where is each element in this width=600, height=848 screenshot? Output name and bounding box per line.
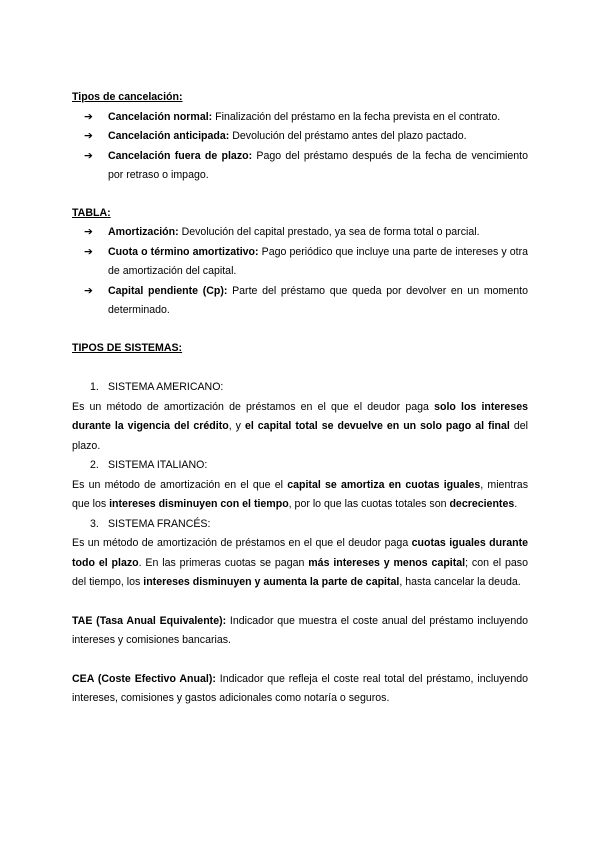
term: Cancelación normal: bbox=[108, 110, 213, 123]
sistema-italiano-text bbox=[72, 476, 528, 515]
definition: Pago del préstamo después de la fecha de vencimiento por retraso o impago. bbox=[108, 149, 528, 181]
bold-run: solo los intereses durante la vigencia del crédito bbox=[72, 400, 528, 432]
section-title: SISTEMA ITALIANO: bbox=[108, 459, 208, 471]
bold-run: cuotas iguales durante todo el plazo bbox=[72, 537, 528, 569]
term: Cancelación fuera de plazo: bbox=[108, 149, 253, 162]
tabla-list bbox=[72, 223, 528, 321]
text-run: Es un método de amortización en el que el bbox=[72, 478, 288, 491]
arrow-icon: ➔ bbox=[84, 130, 93, 142]
definition: Indicador que muestra el coste anual del préstamo incluyendo intereses y comisiones bancarias. bbox=[72, 614, 528, 646]
tabla-heading: TABLA: bbox=[72, 206, 111, 219]
sistema-italiano-title bbox=[72, 456, 528, 476]
text-run: , por lo que las cuotas totales son bbox=[288, 498, 450, 510]
spacer bbox=[72, 186, 528, 204]
list-item bbox=[72, 108, 528, 128]
text-run: Es un método de amortización de préstamos en el que el deudor paga bbox=[72, 400, 435, 413]
list-number: 3. bbox=[90, 517, 99, 530]
definition: Devolución del préstamo antes del plazo pactado. bbox=[229, 130, 467, 142]
term: TAE (Tasa Anual Equivalente): bbox=[72, 614, 227, 627]
text-run: Es un método de amortización de préstamos en el que el deudor paga bbox=[72, 537, 412, 549]
term: Amortización: bbox=[108, 226, 179, 238]
arrow-icon: ➔ bbox=[84, 226, 93, 238]
document-page bbox=[72, 88, 528, 709]
bold-run: el capital total se devuelve en un solo pago al final bbox=[244, 420, 510, 432]
list-item bbox=[72, 223, 528, 243]
spacer bbox=[72, 321, 528, 339]
term: CEA (Coste Efectivo Anual): bbox=[72, 672, 216, 685]
list-item bbox=[72, 147, 528, 186]
text-run: , hasta cancelar la deuda. bbox=[399, 576, 521, 588]
list-item bbox=[72, 282, 528, 321]
definition: Indicador que refleja el coste real total del préstamo, incluyendo intereses, comisiones y gastos adicionales como notaría o seguros. bbox=[72, 672, 528, 704]
definition: Devolución del capital prestado, ya sea de forma total o parcial. bbox=[178, 226, 480, 238]
tae-paragraph bbox=[72, 612, 528, 651]
bold-run: capital se amortiza en cuotas iguales bbox=[287, 478, 481, 491]
arrow-icon: ➔ bbox=[84, 284, 93, 297]
term: Capital pendiente (Cp): bbox=[108, 284, 228, 297]
cancelacion-list bbox=[72, 108, 528, 186]
spacer bbox=[72, 651, 528, 670]
arrow-icon: ➔ bbox=[84, 149, 93, 162]
bold-run: intereses disminuyen con el tiempo bbox=[109, 498, 289, 510]
sistema-frances-text bbox=[72, 534, 528, 593]
bold-run: intereses disminuyen y aumenta la parte de capital bbox=[143, 576, 400, 588]
spacer bbox=[72, 358, 528, 378]
text-run: . bbox=[514, 498, 518, 510]
list-number: 1. bbox=[90, 381, 99, 393]
text-run: , y bbox=[228, 420, 245, 432]
arrow-icon: ➔ bbox=[84, 245, 93, 258]
sistemas-heading: TIPOS DE SISTEMAS: bbox=[72, 341, 183, 354]
text-run: del plazo. bbox=[72, 420, 528, 452]
list-number: 2. bbox=[90, 459, 99, 471]
term: Cancelación anticipada: bbox=[108, 130, 230, 142]
definition: Pago periódico que incluye una parte de intereses y otra de amortización del capital. bbox=[108, 245, 528, 277]
bold-run: más intereses y menos capital bbox=[308, 556, 466, 569]
arrow-icon: ➔ bbox=[84, 110, 93, 123]
term: Cuota o término amortizativo: bbox=[108, 245, 259, 258]
spacer bbox=[72, 593, 528, 612]
text-run: , mientras que los bbox=[72, 478, 528, 510]
definition: Finalización del préstamo en la fecha prevista en el contrato. bbox=[212, 110, 501, 123]
list-item bbox=[72, 243, 528, 282]
list-item bbox=[72, 127, 528, 147]
sistema-americano-title bbox=[72, 378, 528, 398]
text-run: ; con el paso del tiempo, los bbox=[72, 556, 528, 588]
cea-paragraph bbox=[72, 670, 528, 709]
section-title: SISTEMA AMERICANO: bbox=[108, 381, 224, 393]
section-title: SISTEMA FRANCÉS: bbox=[108, 517, 211, 530]
bold-run: decrecientes bbox=[449, 498, 515, 510]
definition: Parte del préstamo que queda por devolver en un momento determinado. bbox=[108, 284, 528, 316]
cancelacion-heading: Tipos de cancelación: bbox=[72, 91, 183, 103]
text-run: . En las primeras cuotas se pagan bbox=[138, 556, 309, 569]
sistema-americano-text bbox=[72, 398, 528, 457]
sistema-frances-title bbox=[72, 515, 528, 535]
